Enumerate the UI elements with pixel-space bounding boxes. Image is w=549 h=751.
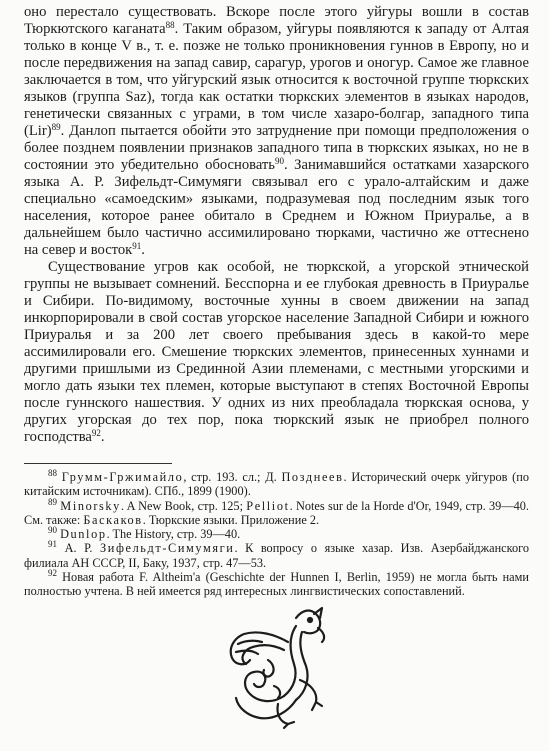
text-run: оно перестало существовать. Вскоре после этого уйгуры вошли в состав Тюркютского каганата: [24, 4, 529, 37]
text-run: .: [100, 429, 105, 445]
footnote-separator: [24, 463, 172, 464]
text-run: Существование угров как особой, не тюркской, а угорской этнической группы не вызывает сомнений. Бесспорна и ее глубокая древность в Приуралье и Сибири. По-видимому, восточные хунны в своем движении на запад инкорпорировали в свой состав угорское население Западной Сибири и южного Приуралья и за 200 лет своего пребывания здесь в какой-то мере ассимилировали его. Смешение тюркских элементов, принесенных хуннами и другими пришлыми из Срединной Азии племенами, с местными угорскими и могло дать языки тех племен, которые выступают в степях Восточной Европы после гуннского нашествия. У одних из них преобладала тюркская основа, у других угорская до тех пор, пока тюркский язык не приобрел полного господства: [24, 259, 529, 445]
main-text: [24, 4, 529, 446]
author-name: Баскаков: [83, 512, 143, 527]
author-name: Зифельдт-Симумяги: [100, 541, 235, 556]
footnotes: [24, 470, 529, 599]
footnote: [24, 541, 529, 570]
text-run: . К вопросу о языке хазар. Изв. Азербайджанского филиала АН СССР, II, Баку, 1937, стр. 47—53.: [24, 541, 530, 570]
footnote-reference: 90: [274, 156, 284, 166]
text-run: А. Р.: [64, 541, 100, 556]
author-name: Позднеев: [281, 470, 344, 484]
text-run: . A New Book, стр. 125;: [120, 498, 247, 513]
footnote-number: 90: [48, 525, 57, 536]
author-name: Грумм-Гржимайло: [61, 470, 184, 484]
footnote-number: 88: [48, 468, 57, 478]
footnote-reference: 92: [91, 428, 101, 438]
griffin-dragon-ornament-icon: [218, 604, 336, 730]
footnote-number: 89: [48, 496, 57, 507]
paragraph: [24, 4, 529, 259]
footnote: [24, 527, 529, 541]
paragraph: [24, 259, 529, 446]
text-run: . Тюркские языки. Приложение 2.: [142, 512, 320, 527]
text-run: , стр. 193. сл.; Д.: [183, 470, 282, 484]
text-run: .: [141, 242, 145, 258]
text-run: . Данлоп пытается обойти это затруднение при помощи предположения о более позднем появлении признаков западного типа в тюркских языках, но не в состоянии это убедительно обосновать: [24, 123, 529, 173]
text-run: . Notes sur de la Horde d'Or, 1949, стр. 39—40. См. также:: [24, 498, 529, 527]
text-run: . Исторический очерк уйгуров (по китайским источникам). СПб., 1899 (1900).: [24, 470, 530, 499]
text-run: . The History, стр. 39—40.: [106, 527, 241, 542]
text-run: . Таким образом, уйгуры появляются к западу от Алтая только в конце V в., т. е. позже не только проникновения гуннов в Европу, но и после передвижения на запад савир, сарагур, урогов и оногур. Самое же главное заключается в том, что уйгурский язык относится к восточной группе тюркских языков (группа Saz), тогда как остатки тюркских элементов в языках народов, генетически связанных с уграми, в том числе хазаро-болгар, западного типа (Lir): [24, 21, 529, 139]
author-name: Minorsky: [60, 498, 121, 513]
text-run: Новая работа F. Altheim'a (Geschichte der Hunnen I, Berlin, 1959) не могла быть нами полностью учтена. В ней имеется ряд интересных лингвистических сопоставлений.: [24, 570, 530, 599]
footnote: [24, 470, 529, 499]
author-name: Dunlop: [60, 527, 107, 542]
footnote-reference: 88: [165, 20, 175, 30]
footnote-number: 92: [48, 568, 57, 579]
footnote-reference: 89: [51, 122, 61, 132]
footnote-number: 91: [48, 539, 57, 550]
author-name: Pelliot: [246, 498, 290, 513]
footnote-reference: 91: [132, 241, 142, 251]
footnote: [24, 570, 529, 599]
text-run: . Занимавшийся остатками хазарского языка А. Р. Зифельдт-Симумяги связывал его с урало-алтайским и даже специально «самоедским» языками, подразумевая под последним язык того населения, которое ранее обитало в Среднем и Южном Приуралье, а в дальнейшем было частично ассимилировано тюрками, частично же оттеснено на север и восток: [24, 157, 529, 258]
footnote: [24, 496, 529, 528]
